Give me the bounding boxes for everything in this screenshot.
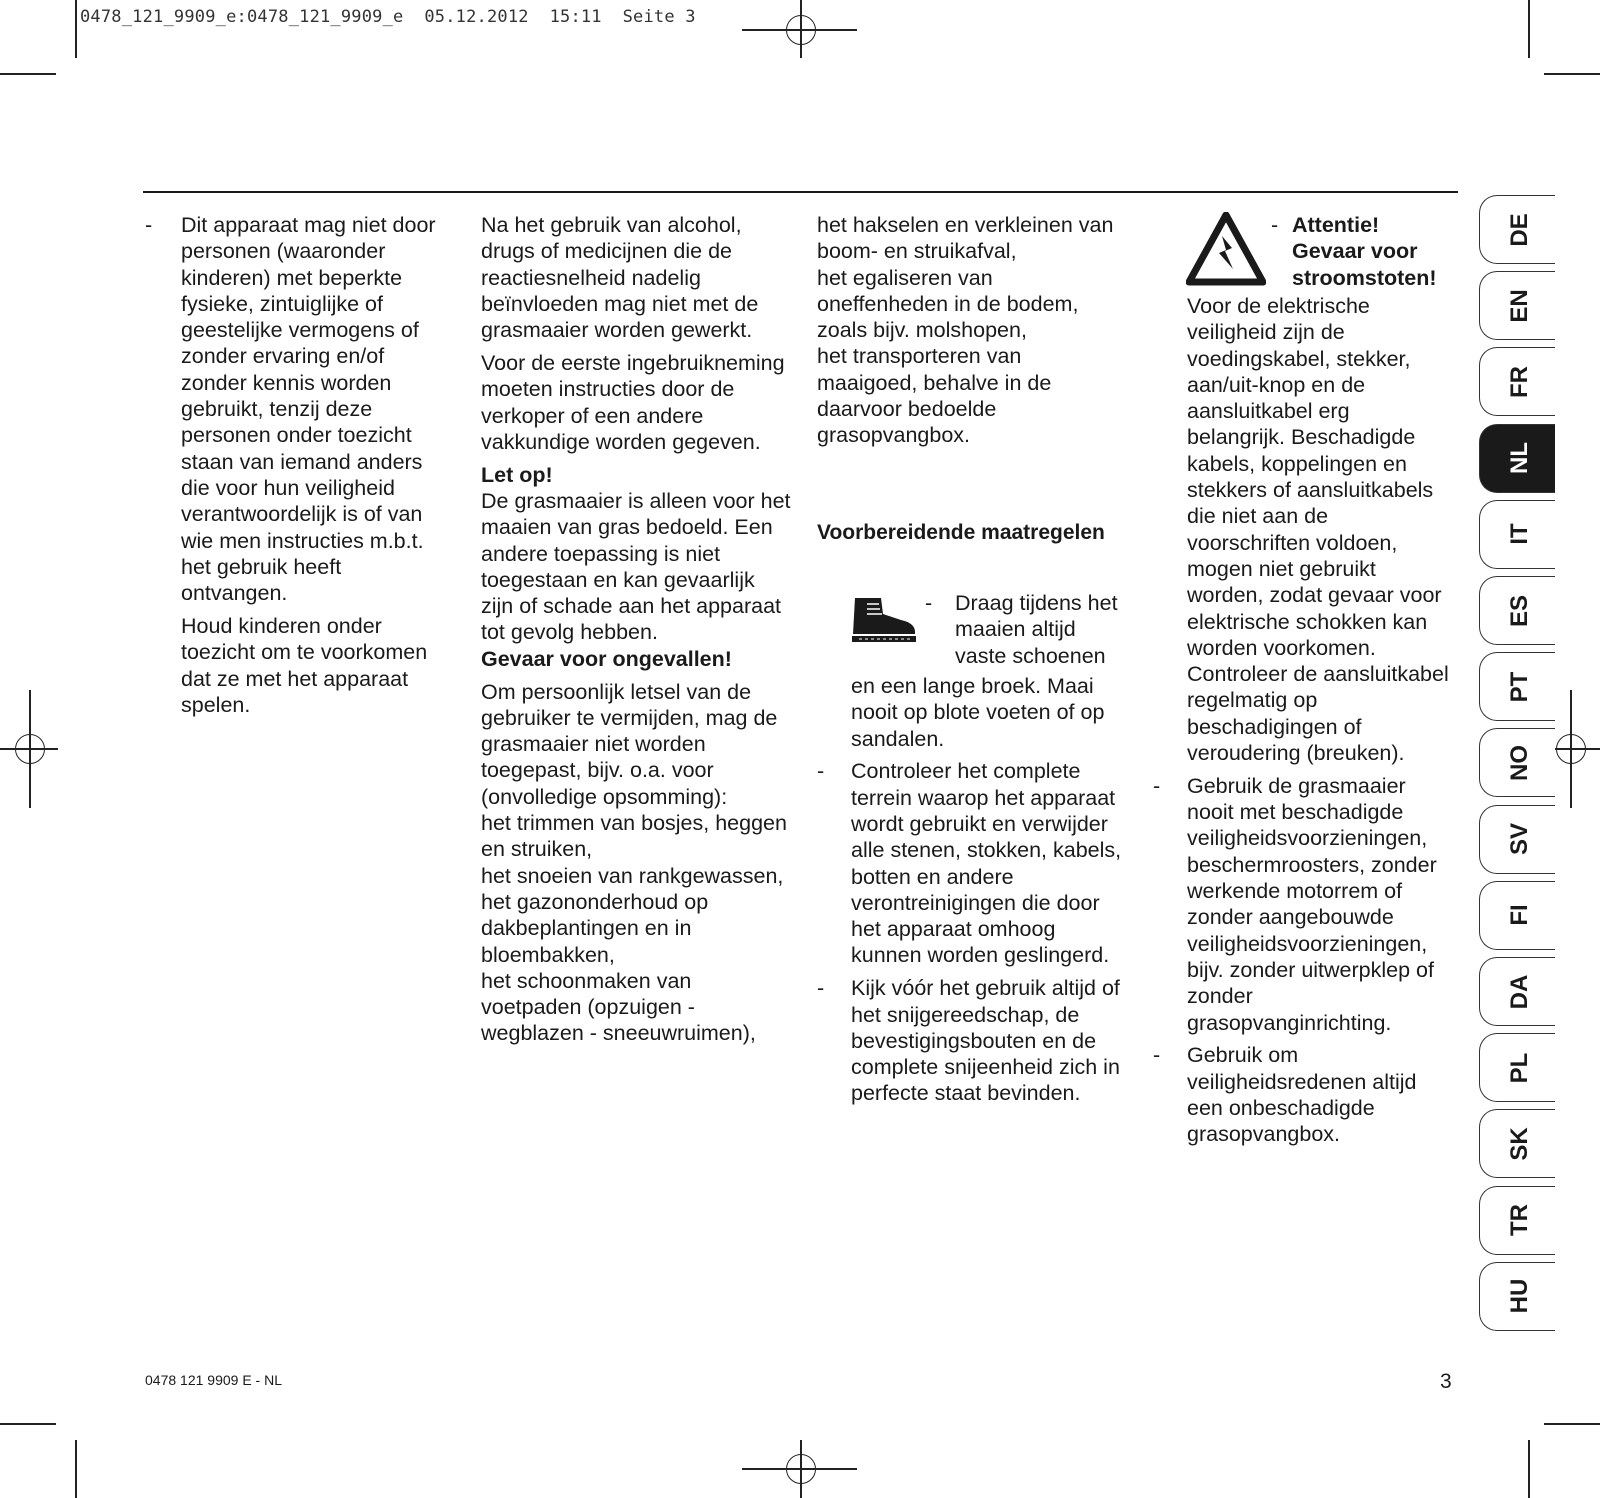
language-tab-label: FR [1506,365,1533,398]
language-tab-da[interactable] [1479,957,1555,1026]
list-item [145,212,445,718]
list-dash: - [817,976,825,1001]
language-tab-sv[interactable] [1479,805,1555,874]
crop-mark [1544,73,1600,75]
list-item [1153,773,1453,1036]
paragraph: Dit apparaat mag niet door personen (waaronder kinderen) met beperkte fysieke, zintuiglijke of geestelijke vermogens of zonder ervaring en/of zonder kennis worden gebruikt, tenzij deze personen onder toezicht staan van iemand anders die voor hun veiligheid verantwoordelijk is of van wie men instructies m.b.t. het gebruik heeft ontvangen. [181,213,436,606]
crop-mark [1528,1440,1530,1498]
language-tab-label: NO [1506,744,1533,781]
language-tab-es[interactable] [1479,576,1555,645]
header-rule [143,191,1458,193]
page-number: 3 [1440,1370,1452,1393]
language-tab-label: NL [1506,442,1533,475]
language-tab-label: ES [1506,594,1533,627]
list-item-text: Gebruik om veiligheidsredenen altijd een onbeschadigde grasopvangbox. [1187,1043,1417,1147]
column-4 [1153,212,1453,1154]
column-2 [481,212,791,1047]
list-item [1153,1042,1453,1147]
language-tab-fr[interactable] [1479,347,1555,416]
language-tab-pt[interactable] [1479,652,1555,721]
crop-mark [75,0,77,58]
print-slug: 0478_121_9909_e:0478_121_9909_e 05.12.2012 15:11 Seite 3 [80,7,696,27]
safety-boot-icon [849,596,919,646]
subheading: Let op! [481,462,553,487]
language-tab-hu[interactable] [1479,1262,1555,1331]
column-3 [817,212,1122,1113]
warning-title: Attentie! Gevaar voor stroomstoten! [1292,213,1437,290]
list-item: het trimmen van bosjes, heggen en struiken, [481,811,787,862]
list-dash: - [1153,773,1161,798]
list-item: het transporteren van maaigoed, behalve in de daarvoor bedoelde grasopvangbox. [817,344,1052,448]
paragraph: Voor de eerste ingebruikneming moeten instructies door de verkoper of een andere vakkundige worden gegeven. [481,350,785,454]
language-tab-pl[interactable] [1479,1033,1555,1102]
section-heading: Voorbereidende maatregelen [817,520,1105,544]
paragraph: Voor de elektrische veiligheid zijn de voedingskabel, stekker, aan/uit-knop en de aansluitkabel erg belangrijk. Beschadigde kabels, koppelingen en stekkers of aansluitkabels die niet aan de voorschriften voldoen, mogen niet gebruikt worden, zodat gevaar voor elektrische schokken kan worden voorkomen. Controleer de aansluitkabel regelmatig op beschadigingen of veroudering (breuken). [1187,294,1449,766]
language-tab-no[interactable] [1479,728,1555,797]
language-tab-label: SV [1506,823,1533,856]
list-dash: - [1153,1043,1161,1068]
list-item [817,975,1122,1106]
document-code: 0478 121 9909 E - NL [145,1372,282,1388]
list-dash: - [1271,213,1279,237]
list-item: het schoonmaken van voetpaden (opzuigen - wegblazen - sneeuwruimen), [481,968,756,1046]
paragraph: De grasmaaier is alleen voor het maaien van gras bedoeld. Een andere toepassing is niet toegestaan en kan gevaarlijk zijn of schade aan het apparaat tot gevolg hebben. [481,488,791,645]
language-tab-label: PT [1506,671,1533,703]
language-tab-it[interactable] [1479,500,1555,569]
list-item-text: Controleer het complete terrein waarop het apparaat wordt gebruikt en verwijder alle stenen, stokken, kabels, botten en andere verontreinigingen die door het apparaat omhoog kunnen worden geslingerd. [851,759,1122,968]
language-tab-label: EN [1506,289,1533,323]
language-tab-label: FI [1506,904,1533,926]
language-tab-label: HU [1506,1278,1533,1314]
language-tab-nl[interactable] [1479,424,1555,493]
language-tab-label: DE [1506,212,1533,247]
paragraph: Draag tijdens het maaien altijd vaste schoenen [955,590,1118,668]
warning-block [1153,212,1453,291]
language-tab-label: SK [1506,1127,1533,1161]
crop-mark [1544,1423,1600,1425]
paragraph: Na het gebruik van alcohol, drugs of medicijnen die de reactiesnelheid nadelig beïnvloeden mag niet met de grasmaaier worden gewerkt. [481,213,759,343]
subheading: Gevaar voor ongevallen! [481,646,732,671]
paragraph: Houd kinderen onder toezicht om te voorkomen dat ze met het apparaat spelen. [181,613,428,717]
boot-block [817,590,1122,673]
language-tab-de[interactable] [1479,195,1555,264]
list-item [817,758,1122,968]
list-dash: - [925,590,933,615]
crop-mark [1528,0,1530,58]
language-tab-label: DA [1506,974,1533,1009]
language-tab-fi[interactable] [1479,881,1555,950]
list-dash: - [817,759,825,784]
list-item: het hakselen en verkleinen van boom- en struikafval, [817,213,1114,264]
electric-shock-warning-icon [1186,212,1266,286]
crop-mark [0,1423,56,1425]
language-tab-label: TR [1506,1204,1533,1237]
language-tab-sk[interactable] [1479,1109,1555,1178]
column-1 [145,212,445,725]
paragraph: en een lange broek. Maai nooit op blote voeten of op sandalen. [851,673,1105,751]
language-tab-label: IT [1506,523,1533,545]
list-item-text: Kijk vóór het gebruik altijd of het snijgereedschap, de bevestigingsbouten en de complete snijeenheid zich in perfecte staat bevinden. [851,976,1120,1106]
language-tab-tr[interactable] [1479,1186,1555,1255]
list-item-text: Gebruik de grasmaaier nooit met beschadigde veiligheidsvoorzieningen, beschermroosters, zonder werkende motorrem of zonder aangebouwde veiligheidsvoorzieningen, bijv. zonder uitwerpklep of zonder grasopvanginrichting. [1187,773,1437,1035]
crop-mark [0,73,56,75]
list-item: het gazononderhoud op dakbeplantingen en in bloembakken, [481,889,709,967]
paragraph: Om persoonlijk letsel van de gebruiker te vermijden, mag de grasmaaier niet worden toegepast, bijv. o.a. voor (onvolledige opsomming): [481,679,778,809]
list-item: het snoeien van rankgewassen, [481,863,784,888]
list-item: het egaliseren van oneffenheden in de bodem, zoals bijv. molshopen, [817,265,1079,343]
language-tab-label: PL [1506,1052,1533,1084]
list-dash: - [145,213,153,237]
crop-mark [75,1440,77,1498]
language-tab-en[interactable] [1479,271,1555,340]
